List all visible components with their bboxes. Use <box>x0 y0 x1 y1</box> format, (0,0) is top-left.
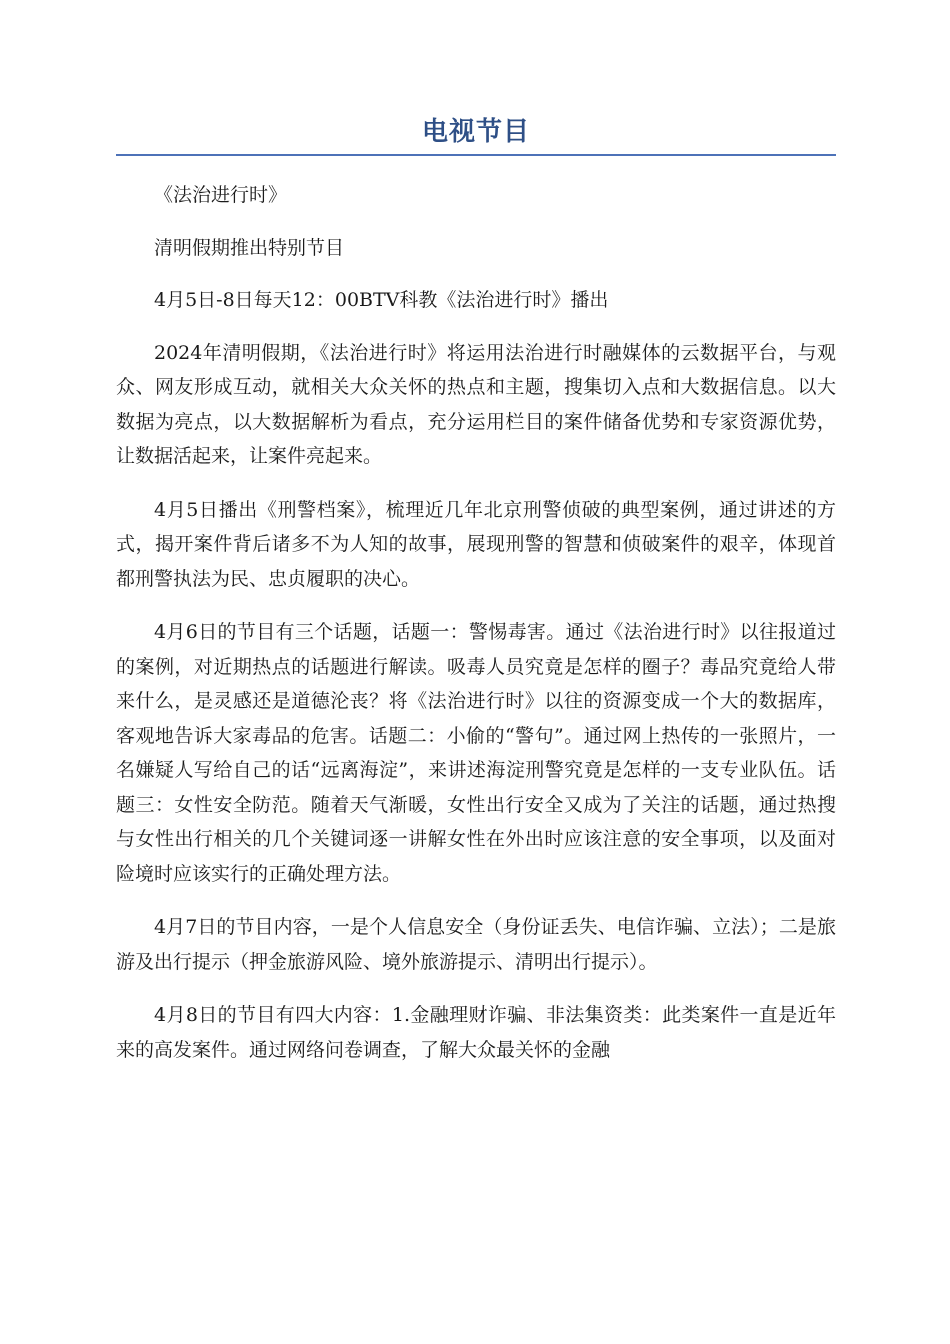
special-program-paragraph: 清明假期推出特别节目 <box>154 236 345 259</box>
document-title: 电视节目 <box>421 117 530 147</box>
program-name-paragraph: 《法治进行时》 <box>154 184 288 206</box>
broadcast-schedule-paragraph: 4月5日-8日每天12：00BTV科教《法治进行时》播出 <box>154 289 609 311</box>
title-underline <box>116 154 836 156</box>
april-6-paragraph: 4月6日的节目有三个话题，话题一：警惕毒害。通过《法治进行时》以往报道过的案例，对近期热点的话题进行解读。吸毒人员究竟是怎样的圈子？毒品究竟给人带来什么，是灵感还是道德沦丧？将《法治进行时》以往的资源变成一个大的数据库，客观地告诉大家毒品的危害。话题二：小偷的“警句”。通过网上热传的一张照片，一名嫌疑人写给自己的话“远离海淀”，来讲述海淀刑警究竟是怎样的一支专业队伍。话题三：女性安全防范。随着天气渐暖，女性出行安全又成为了关注的话题，通过热搜与女性出行相关的几个关键词逐一讲解女性在外出时应该注意的安全事项，以及面对险境时应该实行的正确处理方法。 <box>116 621 836 885</box>
document-body <box>116 178 836 1067</box>
april-7-paragraph: 4月7日的节目内容，一是个人信息安全（身份证丢失、电信诈骗、立法）；二是旅游及出行提示（押金旅游风险、境外旅游提示、清明出行提示）。 <box>116 916 836 973</box>
intro-paragraph: 2024年清明假期，《法治进行时》将运用法治进行时融媒体的云数据平台，与观众、网友形成互动，就相关大众关怀的热点和主题，搜集切入点和大数据信息。以大数据为亮点，以大数据解析为看点，充分运用栏目的案件储备优势和专家资源优势，让数据活起来，让案件亮起来。 <box>116 341 836 467</box>
document-page <box>116 112 836 1086</box>
april-8-paragraph: 4月8日的节目有四大内容：1.金融理财诈骗、非法集资类：此类案件一直是近年来的高发案件。通过网络问卷调查，了解大众最关怀的金融 <box>116 1004 836 1061</box>
april-5-paragraph: 4月5日播出《刑警档案》，梳理近几年北京刑警侦破的典型案例，通过讲述的方式，揭开案件背后诸多不为人知的故事，展现刑警的智慧和侦破案件的艰辛，体现首都刑警执法为民、忠贞履职的决心。 <box>116 498 836 590</box>
